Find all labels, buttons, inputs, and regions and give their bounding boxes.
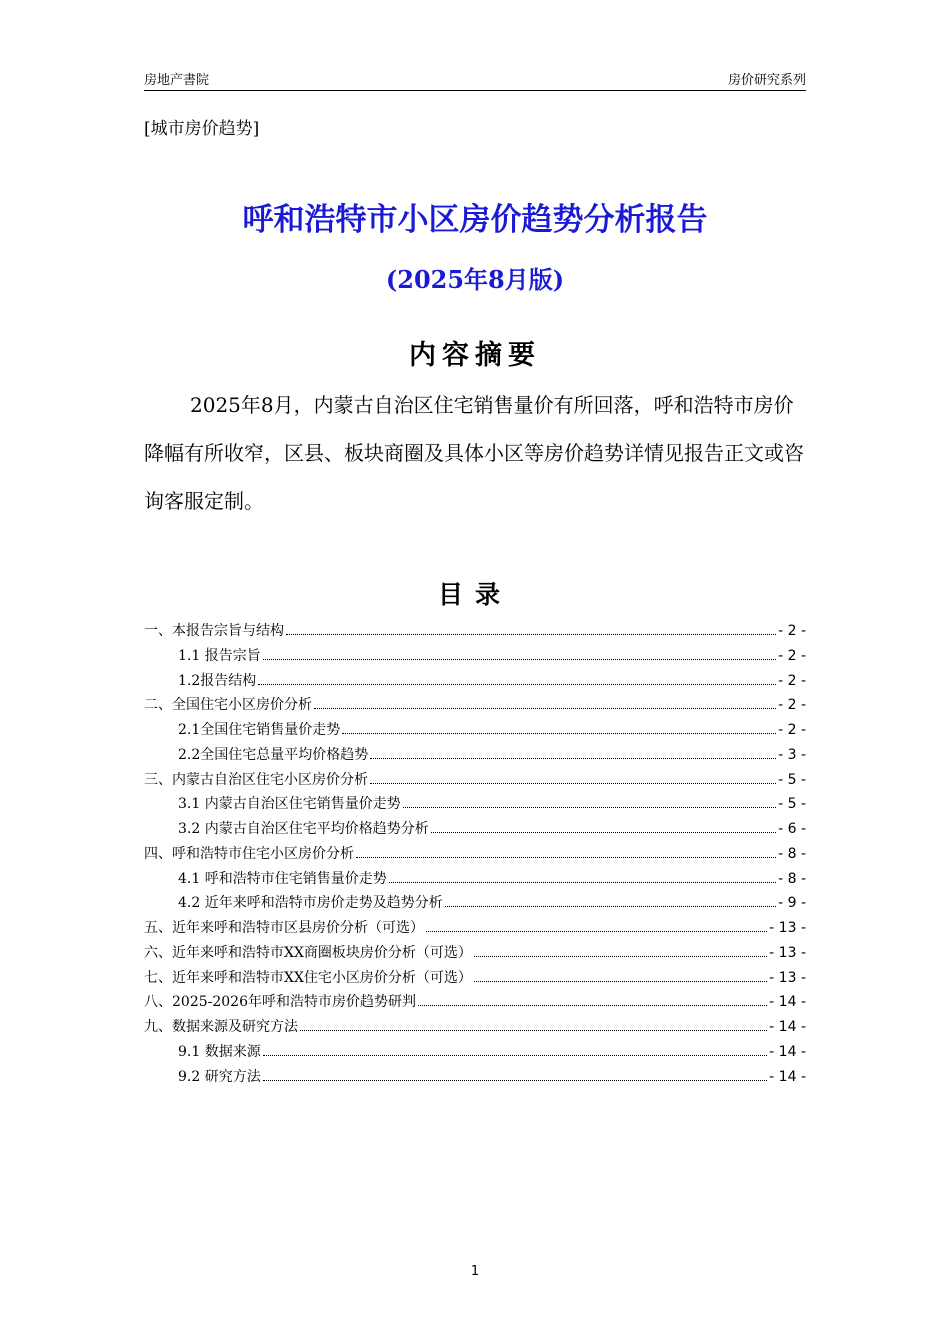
toc-entry[interactable] (144, 744, 806, 769)
toc-leader (445, 905, 776, 907)
toc-entry[interactable] (144, 917, 806, 942)
toc-leader (426, 930, 767, 932)
toc-entry[interactable] (144, 620, 806, 645)
category-label: [城市房价趋势] (144, 119, 260, 139)
toc-entry-page: - 13 - (769, 944, 806, 961)
toc-entry[interactable] (144, 818, 806, 843)
toc-entry[interactable] (144, 1041, 806, 1066)
report-title: 呼和浩特市小区房价趋势分析报告 (242, 202, 708, 238)
toc-entry-page: - 2 - (778, 647, 806, 664)
toc-entry-page: - 8 - (778, 870, 806, 887)
header-publisher: 房地产書院 (144, 73, 210, 88)
toc-entry-label: 一、本报告宗旨与结构 (144, 623, 284, 639)
report-edition: (2025年8月版) (385, 265, 565, 294)
toc-entry-page: - 2 - (778, 623, 806, 639)
toc-leader (258, 683, 776, 685)
toc-leader (431, 831, 776, 833)
abstract-text: 2025年8月，内蒙古自治区住宅销售量价有所回落，呼和浩特市房价降幅有所收窄，区县、板块商圈及具体小区等房价趋势详情见报告正文或咨询客服定制。 (144, 393, 804, 513)
toc-leader (263, 1054, 767, 1056)
toc-entry[interactable] (144, 942, 806, 967)
toc-leader (263, 658, 776, 660)
toc-entry-label: 3.1 内蒙古自治区住宅销售量价走势 (178, 796, 401, 813)
toc-entry-page: - 14 - (769, 1019, 806, 1035)
abstract-heading: 内容摘要 (409, 340, 541, 371)
toc-entry-page: - 14 - (769, 1043, 806, 1060)
toc-entry-page: - 9 - (778, 895, 806, 912)
toc-entry-label: 三、内蒙古自治区住宅小区房价分析 (144, 771, 368, 788)
toc-entry-label: 八、2025-2026年呼和浩特市房价趋势研判 (144, 994, 416, 1011)
toc-entry[interactable] (144, 868, 806, 893)
toc-entry-page: - 2 - (778, 722, 806, 738)
toc-entry-page: - 6 - (778, 821, 806, 837)
toc-entry[interactable] (144, 793, 806, 818)
toc-leader (389, 881, 776, 883)
toc-entry-label: 七、近年来呼和浩特市XX住宅小区房价分析（可选） (144, 969, 472, 986)
toc-entry[interactable] (144, 670, 806, 695)
toc-entry[interactable] (144, 769, 806, 794)
toc-entry[interactable] (144, 1066, 806, 1091)
toc-entry-label: 2.1全国住宅销售量价走势 (178, 722, 341, 738)
toc-entry-label: 4.2 近年来呼和浩特市房价走势及趋势分析 (178, 895, 443, 912)
toc-leader (474, 955, 767, 957)
toc-leader (403, 806, 776, 808)
toc-entry-label: 1.2报告结构 (178, 672, 257, 689)
toc-leader (356, 856, 776, 858)
toc-entry[interactable] (144, 1016, 806, 1041)
toc-entry-page: - 2 - (778, 672, 806, 689)
toc-entry[interactable] (144, 843, 806, 868)
toc-leader (300, 1029, 767, 1031)
toc-entry-page: - 5 - (778, 796, 806, 813)
toc-entry-page: - 13 - (769, 920, 806, 936)
toc-entry[interactable] (144, 892, 806, 917)
toc-entry-label: 九、数据来源及研究方法 (144, 1019, 298, 1035)
toc-entry-page: - 3 - (778, 746, 806, 763)
toc-entry[interactable] (144, 694, 806, 719)
toc-entry-page: - 14 - (769, 1068, 806, 1085)
toc-entry-page: - 5 - (778, 771, 806, 788)
toc-leader (314, 707, 776, 709)
toc-entry-page: - 13 - (769, 969, 806, 986)
toc-entry[interactable] (144, 967, 806, 992)
toc-entry-label: 五、近年来呼和浩特市区县房价分析（可选） (144, 920, 424, 936)
page-number: 1 (470, 1264, 480, 1279)
toc-entry-page: - 8 - (778, 845, 806, 862)
toc-leader (342, 732, 776, 734)
toc-entry-label: 六、近年来呼和浩特市XX商圈板块房价分析（可选） (144, 944, 472, 961)
toc-entry[interactable] (144, 991, 806, 1016)
toc-entry-page: - 14 - (769, 994, 806, 1011)
toc-leader (370, 782, 776, 784)
toc-entry-label: 二、全国住宅小区房价分析 (144, 697, 312, 714)
header-series: 房价研究系列 (727, 73, 806, 88)
toc-leader (474, 980, 767, 982)
toc-entry-page: - 2 - (778, 697, 806, 714)
toc-heading: 目录 (437, 580, 512, 609)
toc-entry-label: 9.2 研究方法 (178, 1068, 261, 1085)
toc-entry[interactable] (144, 719, 806, 744)
table-of-contents (144, 620, 806, 1090)
toc-leader (286, 633, 776, 635)
toc-entry-label: 1.1 报告宗旨 (178, 647, 261, 664)
toc-entry-label: 9.1 数据来源 (178, 1043, 261, 1060)
toc-leader (370, 757, 776, 759)
toc-entry[interactable] (144, 645, 806, 670)
toc-entry-label: 3.2 内蒙古自治区住宅平均价格趋势分析 (178, 821, 429, 837)
toc-entry-label: 2.2全国住宅总量平均价格趋势 (178, 746, 369, 763)
toc-entry-label: 四、呼和浩特市住宅小区房价分析 (144, 845, 354, 862)
toc-entry-label: 4.1 呼和浩特市住宅销售量价走势 (178, 870, 387, 887)
toc-leader (418, 1004, 767, 1006)
page-header (144, 66, 806, 91)
toc-leader (263, 1079, 767, 1081)
